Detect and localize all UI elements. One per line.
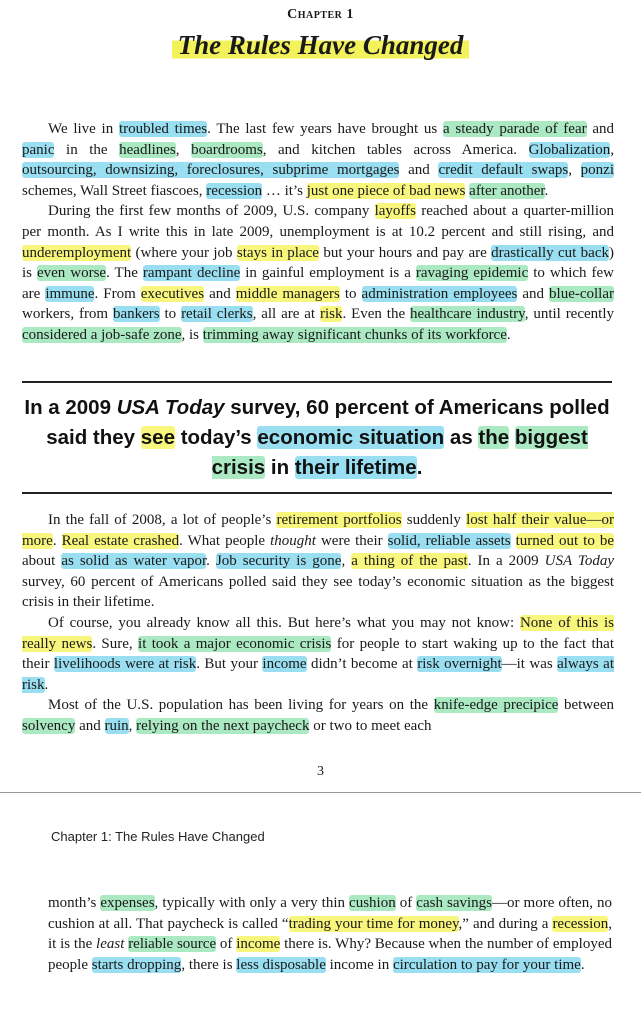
chapter-label: Chapter 1 — [287, 7, 354, 22]
pull-quote-top-rule — [22, 381, 612, 383]
paragraph-1: We live in troubled times. The last few years have brought us a steady parade of fear and panic in the headlines, boardrooms, and kitchen tables across America. Globalization, outsourcing, downsizing, foreclosures, subprime mortgages and credit default swaps, ponzi schemes, Wall Street fiascoes, recession … it’s just one piece of bad news after another. — [22, 121, 615, 199]
page-separator — [0, 792, 641, 793]
page-number: 3 — [317, 764, 324, 779]
running-head: Chapter 1: The Rules Have Changed — [51, 829, 265, 844]
paragraph-3: In the fall of 2008, a lot of people’s retirement portfolios suddenly lost half their value—or more. Real estate crashed. What people thought were their solid, reliable assets turned out to be about as solid as water vapor. Job security is gone, a thing of the past. In a 2009 USA Today survey, 60 percent of Americans polled said they see today’s economic situation as the biggest crisis in their lifetime. — [22, 512, 615, 611]
paragraph-6: month’s expenses, typically with only a very thin cushion of cash savings—or more often, no cushion at all. That paycheck is called “trading your time for money,” and during a recession, it is the least reliable source of income there is. Why? Because when the number of employed people starts dropping, there is less disposable income in circulation to pay for your time. — [48, 895, 613, 973]
pull-quote: In a 2009 USA Today survey, 60 percent of Americans polled said they see today’s economic situation as the biggest crisis in their lifetime. — [24, 396, 610, 479]
chapter-title-text: The Rules Have Changed — [172, 30, 470, 60]
paragraph-5: Most of the U.S. population has been living for years on the knife-edge precipice between solvency and ruin, relying on the next paycheck or two to meet each — [22, 697, 614, 734]
paragraph-2: During the first few months of 2009, U.S. company layoffs reached about a quarter-million per month. As I write this in late 2009, unemployment is at 10.2 percent and still rising, and underemployment (where your job stays in place but your hours and pay are drastically cut back) is even worse. The rampant decline in gainful employment is a ravaging epidemic to which few are immune. From executives and middle managers to administration employees and blue-collar workers, from bankers to retail clerks, all are at risk. Even the healthcare industry, until recently considered a job-safe zone, is trimming away significant chunks of its workforce. — [22, 203, 614, 343]
continued-text — [22, 510, 614, 737]
opening-text — [22, 119, 614, 346]
chapter-title — [0, 30, 641, 61]
paragraph-4: Of course, you already know all this. But here’s what you may not know: None of this is really news. Sure, it took a major economic crisis for people to start waking up to the fact that their livelihoods were at risk. But your income didn’t become at risk overnight—it was always at risk. — [22, 614, 614, 693]
page-4-text — [48, 893, 612, 975]
pull-quote-bottom-rule — [22, 492, 612, 494]
